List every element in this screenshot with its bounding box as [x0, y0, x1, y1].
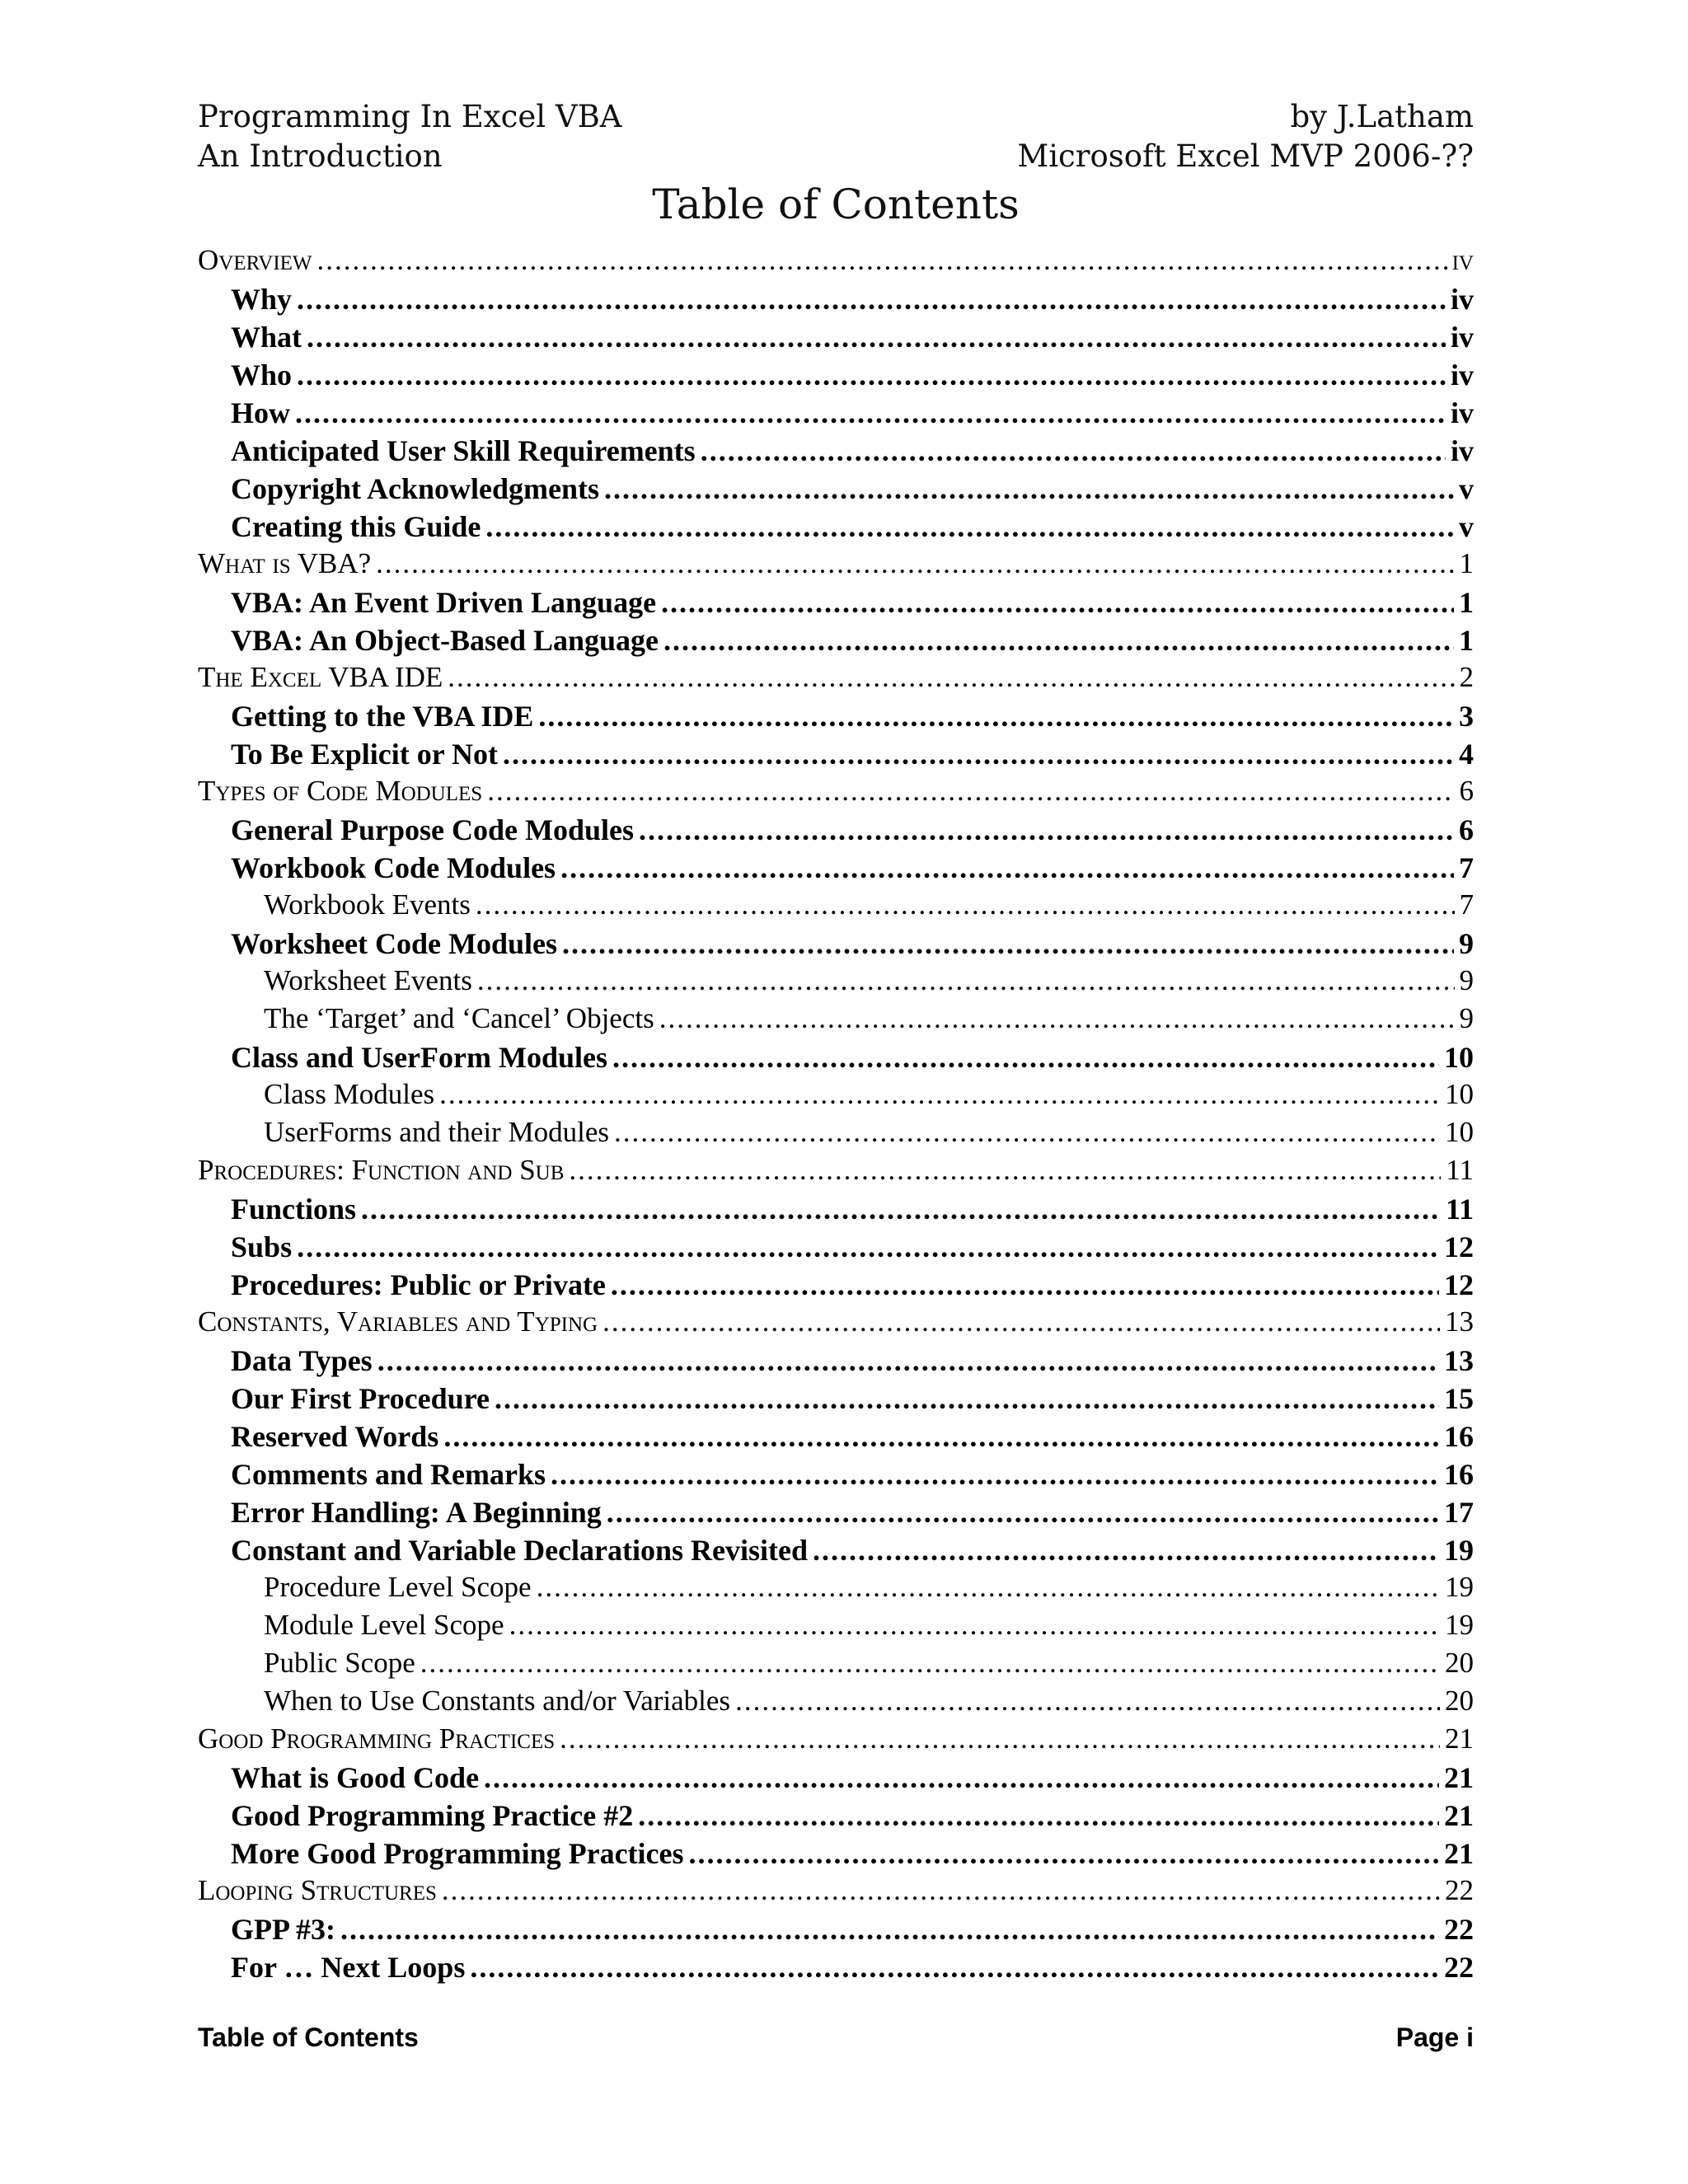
- toc-entry-title: Workbook Events: [264, 888, 471, 921]
- toc-leader-dots: [639, 813, 1454, 847]
- toc-leader-dots: [442, 1874, 1440, 1907]
- toc-entry-page: 13: [1444, 1344, 1474, 1377]
- toc-entry-page: 16: [1444, 1420, 1474, 1453]
- toc-entry-page: 20: [1445, 1647, 1474, 1679]
- toc-entry[interactable]: [198, 1002, 1474, 1040]
- toc-entry-title: Workbook Code Modules: [231, 851, 556, 884]
- header-author-credential: Microsoft Excel MVP 2006-??: [1017, 138, 1474, 174]
- toc-leader-dots: [560, 1722, 1440, 1755]
- header-subtitle: An Introduction: [198, 138, 443, 174]
- toc-entry-page: iv: [1450, 434, 1474, 467]
- toc-entry-title: Who: [231, 359, 293, 391]
- toc-entry-title: Creating this Guide: [231, 510, 481, 543]
- toc-entry-title: Good Programming Practice #2: [231, 1799, 634, 1832]
- toc-entry-title: Constant and Variable Declarations Revisited: [231, 1534, 809, 1567]
- header-author: by J.Latham: [1290, 99, 1474, 134]
- toc-leader-dots: [448, 661, 1454, 694]
- toc-entry[interactable]: [198, 585, 1474, 623]
- toc-entry[interactable]: [198, 926, 1474, 964]
- toc-entry-page: 7: [1459, 851, 1474, 884]
- toc-entry-page: 10: [1444, 1041, 1474, 1074]
- table-of-contents: [198, 244, 1474, 1988]
- toc-entry-page: 13: [1445, 1305, 1474, 1338]
- header-book-title: Programming In Excel VBA: [198, 99, 622, 134]
- toc-entry[interactable]: [198, 1495, 1474, 1533]
- toc-entry-title: When to Use Constants and/or Variables: [264, 1685, 731, 1717]
- toc-entry-title: What is Good Code: [231, 1761, 480, 1794]
- toc-entry-title: How: [231, 396, 290, 429]
- toc-leader-dots: [560, 851, 1454, 885]
- toc-leader-dots: [663, 623, 1454, 658]
- toc-entry-page: 7: [1459, 888, 1474, 921]
- toc-entry-title: General Purpose Code Modules: [231, 813, 634, 846]
- toc-entry-title: Error Handling: A Beginning: [231, 1496, 602, 1529]
- toc-entry-page: 9: [1459, 927, 1474, 960]
- toc-leader-dots: [297, 358, 1446, 392]
- toc-entry-page: 19: [1444, 1534, 1474, 1567]
- toc-entry[interactable]: [198, 471, 1474, 509]
- toc-entry-title: Public Scope: [264, 1647, 415, 1679]
- toc-entry[interactable]: [198, 1268, 1474, 1305]
- toc-entry[interactable]: [198, 1609, 1474, 1647]
- toc-entry-title: What is VBA?: [198, 547, 372, 579]
- toc-entry-page: 12: [1444, 1230, 1474, 1263]
- toc-leader-dots: [612, 1040, 1439, 1075]
- toc-entry-page: 21: [1444, 1761, 1474, 1794]
- toc-entry-title: The Excel VBA IDE: [198, 661, 443, 693]
- toc-entry[interactable]: [198, 623, 1474, 661]
- toc-leader-dots: [487, 775, 1454, 808]
- toc-entry[interactable]: [198, 1798, 1474, 1836]
- toc-leader-dots: [551, 1457, 1439, 1492]
- toc-entry-page: 10: [1445, 1078, 1474, 1110]
- toc-entry-title: Looping Structures: [198, 1874, 437, 1906]
- toc-entry-title: Overview: [198, 244, 312, 276]
- toc-entry-page: 3: [1459, 700, 1474, 733]
- toc-entry-title: UserForms and their Modules: [264, 1116, 609, 1148]
- toc-leader-dots: [307, 320, 1446, 354]
- toc-entry[interactable]: [198, 320, 1474, 358]
- toc-entry[interactable]: [198, 1040, 1474, 1078]
- toc-entry-page: v: [1459, 472, 1474, 505]
- toc-leader-dots: [661, 585, 1454, 620]
- toc-entry-title: Getting to the VBA IDE: [231, 700, 534, 733]
- toc-entry-title: Why: [231, 283, 293, 316]
- toc-leader-dots: [470, 1950, 1439, 1985]
- toc-entry-title: Procedure Level Scope: [264, 1571, 532, 1603]
- toc-entry-page: v: [1459, 510, 1474, 543]
- toc-entry[interactable]: [198, 1192, 1474, 1230]
- toc-entry[interactable]: [198, 1419, 1474, 1457]
- toc-entry-title: VBA: An Event Driven Language: [231, 586, 657, 619]
- footer-page-number: Page i: [1395, 2022, 1474, 2052]
- toc-entry[interactable]: [198, 1230, 1474, 1268]
- toc-entry[interactable]: [198, 1457, 1474, 1495]
- toc-entry-title: Class Modules: [264, 1078, 435, 1110]
- toc-leader-dots: [361, 1192, 1441, 1226]
- toc-entry-page: 22: [1444, 1913, 1474, 1946]
- toc-entry-page: 11: [1445, 1193, 1474, 1226]
- page-title: Table of Contents: [652, 180, 1020, 228]
- toc-entry-page: 17: [1444, 1496, 1474, 1529]
- toc-entry[interactable]: [198, 699, 1474, 737]
- toc-entry-title: Functions: [231, 1193, 357, 1226]
- toc-entry-page: 21: [1444, 1837, 1474, 1870]
- toc-leader-dots: [443, 1419, 1439, 1454]
- toc-entry[interactable]: [198, 358, 1474, 396]
- toc-entry[interactable]: [198, 1305, 1474, 1343]
- toc-leader-dots: [297, 1230, 1439, 1264]
- toc-entry[interactable]: [198, 775, 1474, 813]
- toc-entry-title: GPP #3:: [231, 1913, 335, 1946]
- toc-entry[interactable]: [198, 1154, 1474, 1192]
- toc-leader-dots: [562, 926, 1454, 961]
- toc-entry-page: 21: [1445, 1722, 1474, 1755]
- toc-entry[interactable]: [198, 1647, 1474, 1685]
- toc-entry[interactable]: [198, 1912, 1474, 1950]
- toc-entry-title: What: [231, 321, 302, 354]
- toc-entry-title: Constants, Variables and Typing: [198, 1305, 598, 1338]
- toc-entry-title: Module Level Scope: [264, 1609, 504, 1641]
- toc-entry[interactable]: [198, 1950, 1474, 1988]
- toc-entry-page: 19: [1445, 1571, 1474, 1603]
- toc-entry-page: iv: [1450, 283, 1474, 316]
- toc-leader-dots: [503, 737, 1454, 771]
- toc-leader-dots: [611, 1268, 1439, 1302]
- toc-entry-page: 4: [1459, 738, 1474, 771]
- toc-entry-title: Our First Procedure: [231, 1382, 490, 1415]
- toc-entry[interactable]: [198, 509, 1474, 547]
- toc-leader-dots: [603, 1305, 1440, 1338]
- toc-entry[interactable]: [198, 1760, 1474, 1798]
- toc-leader-dots: [297, 282, 1446, 316]
- toc-entry-page: 9: [1459, 964, 1474, 996]
- toc-entry[interactable]: [198, 1874, 1474, 1912]
- toc-entry-page: 22: [1444, 1951, 1474, 1984]
- toc-entry-page: 9: [1459, 1002, 1474, 1034]
- toc-leader-dots: [638, 1798, 1439, 1833]
- toc-entry-page: 12: [1444, 1268, 1474, 1301]
- toc-entry-title: Procedures: Function and Sub: [198, 1154, 565, 1186]
- toc-entry-title: To Be Explicit or Not: [231, 738, 499, 771]
- toc-leader-dots: [509, 1609, 1440, 1642]
- toc-entry-title: Data Types: [231, 1344, 373, 1377]
- toc-entry-page: 19: [1445, 1609, 1474, 1641]
- toc-entry-page: 6: [1459, 775, 1474, 807]
- toc-entry[interactable]: [198, 737, 1474, 775]
- toc-entry-title: Class and UserForm Modules: [231, 1041, 607, 1074]
- toc-entry[interactable]: [198, 1343, 1474, 1381]
- toc-leader-dots: [701, 434, 1446, 468]
- toc-leader-dots: [485, 509, 1454, 544]
- toc-leader-dots: [476, 888, 1455, 921]
- toc-leader-dots: [495, 1381, 1439, 1416]
- toc-entry[interactable]: [198, 1722, 1474, 1760]
- toc-entry[interactable]: [198, 661, 1474, 699]
- toc-leader-dots: [538, 699, 1454, 733]
- toc-entry-page: iv: [1451, 244, 1474, 276]
- toc-entry-page: 21: [1444, 1799, 1474, 1832]
- toc-entry-page: 2: [1459, 661, 1474, 693]
- toc-leader-dots: [689, 1836, 1439, 1871]
- toc-leader-dots: [317, 244, 1447, 277]
- toc-leader-dots: [659, 1002, 1455, 1035]
- toc-entry[interactable]: [198, 964, 1474, 1002]
- toc-entry-page: 20: [1445, 1685, 1474, 1717]
- toc-entry[interactable]: [198, 851, 1474, 888]
- toc-leader-dots: [604, 471, 1454, 506]
- toc-entry[interactable]: [198, 1116, 1474, 1154]
- toc-entry[interactable]: [198, 813, 1474, 851]
- toc-entry[interactable]: [198, 1381, 1474, 1419]
- toc-leader-dots: [607, 1495, 1439, 1530]
- toc-entry-page: iv: [1450, 396, 1474, 429]
- toc-entry-page: iv: [1450, 321, 1474, 354]
- toc-entry[interactable]: [198, 1078, 1474, 1116]
- toc-entry-title: Procedures: Public or Private: [231, 1268, 606, 1301]
- toc-leader-dots: [439, 1078, 1440, 1111]
- footer-section-name: Table of Contents: [198, 2022, 419, 2052]
- toc-leader-dots: [477, 964, 1455, 997]
- toc-entry-page: iv: [1450, 359, 1474, 391]
- toc-leader-dots: [376, 547, 1454, 580]
- toc-leader-dots: [420, 1647, 1440, 1680]
- toc-leader-dots: [813, 1533, 1439, 1568]
- toc-entry-page: 1: [1459, 586, 1474, 619]
- toc-entry[interactable]: [198, 244, 1474, 282]
- toc-entry-title: Reserved Words: [231, 1420, 439, 1453]
- toc-leader-dots: [295, 396, 1446, 430]
- toc-entry-title: Worksheet Events: [264, 964, 472, 996]
- toc-entry[interactable]: [198, 1685, 1474, 1722]
- toc-entry-title: Types of Code Modules: [198, 775, 483, 807]
- toc-entry-title: Good Programming Practices: [198, 1722, 556, 1755]
- toc-entry-page: 1: [1459, 547, 1474, 579]
- toc-entry-title: Copyright Acknowledgments: [231, 472, 600, 505]
- toc-entry[interactable]: [198, 396, 1474, 434]
- toc-entry[interactable]: [198, 1571, 1474, 1609]
- toc-entry-page: 1: [1459, 624, 1474, 657]
- toc-entry[interactable]: [198, 547, 1474, 585]
- toc-entry-page: 6: [1459, 813, 1474, 846]
- toc-entry[interactable]: [198, 282, 1474, 320]
- toc-entry-title: Subs: [231, 1230, 293, 1263]
- toc-entry-page: 16: [1444, 1458, 1474, 1491]
- toc-leader-dots: [340, 1912, 1439, 1947]
- toc-entry-title: Worksheet Code Modules: [231, 927, 557, 960]
- toc-entry-title: Anticipated User Skill Requirements: [231, 434, 696, 467]
- toc-leader-dots: [377, 1343, 1439, 1378]
- toc-leader-dots: [735, 1685, 1440, 1718]
- toc-entry-page: 11: [1446, 1154, 1474, 1186]
- toc-entry[interactable]: [198, 888, 1474, 926]
- toc-leader-dots: [614, 1116, 1440, 1149]
- toc-entry-title: VBA: An Object-Based Language: [231, 624, 659, 657]
- toc-entry[interactable]: [198, 1533, 1474, 1571]
- toc-entry[interactable]: [198, 434, 1474, 471]
- toc-leader-dots: [569, 1154, 1441, 1187]
- toc-leader-dots: [484, 1760, 1439, 1795]
- toc-entry-title: The ‘Target’ and ‘Cancel’ Objects: [264, 1002, 654, 1034]
- toc-entry-title: For … Next Loops: [231, 1951, 466, 1984]
- toc-entry-page: 10: [1445, 1116, 1474, 1148]
- toc-entry[interactable]: [198, 1836, 1474, 1874]
- toc-leader-dots: [537, 1571, 1440, 1604]
- toc-entry-title: More Good Programming Practices: [231, 1837, 684, 1870]
- toc-entry-page: 22: [1445, 1874, 1474, 1906]
- toc-entry-page: 15: [1444, 1382, 1474, 1415]
- toc-entry-title: Comments and Remarks: [231, 1458, 546, 1491]
